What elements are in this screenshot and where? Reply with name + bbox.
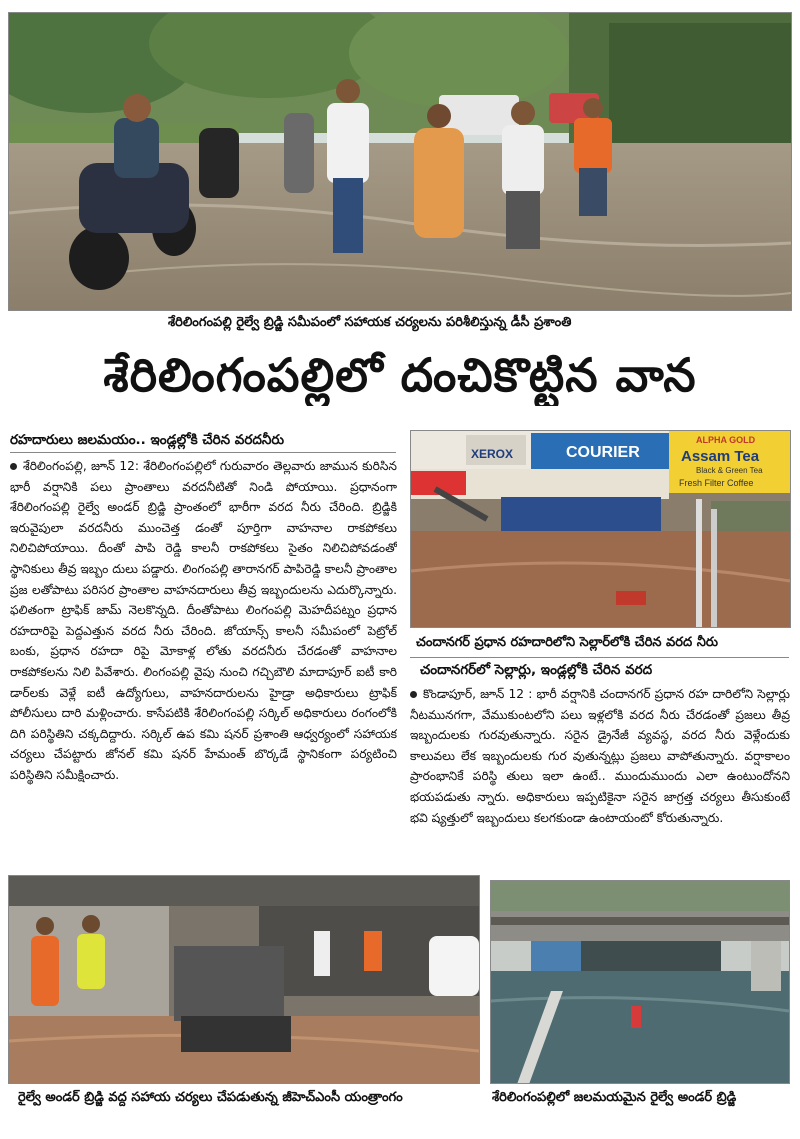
sign-green-tea: Black & Green Tea [696,466,763,475]
bottom-right-caption: శేరిలింగంపల్లిలో జలమయమైన రైల్వే అండర్ బ్రిడ్జి [492,1090,737,1105]
top-photo-flooded-road [8,12,792,311]
article1-rule [10,452,396,453]
bottom-left-photo-ghmc [8,875,480,1084]
sign-courier: COURIER [566,444,640,461]
bullet-dot [10,463,17,470]
bottom-left-caption: రైల్వే అండర్ బ్రిడ్జి వద్ద సహాయ చర్యలు చేపడుతున్న జీహెచ్ఎంసీ యంత్రాంగం [18,1090,403,1105]
article1-body [10,456,397,868]
sign-alpha-gold: ALPHA GOLD [696,435,756,445]
sign-assam-tea: Assam Tea [681,448,760,465]
top-photo-caption: శేరిలింగంపల్లి రైల్వే బ్రిడ్జి సమీపంలో సహాయక చర్యలను పరిశీలిస్తున్న డీసీ ప్రశాంతి [168,315,572,330]
caption-rule [410,657,789,658]
article1-body-text: శేరిలింగంపల్లి, జూన్ 12: శేరిలింగంపల్లిలో గురువారం తెల్లవారు జామున కురిసిన భారీ వర్షానికి పలు ప్రాంతాలు వరదనీటితో నిండి పోయాయి. ప్రధానంగా శేరిలింగంపల్లి రైల్వే అండర్ బ్రిడ్జి ప్రాంతంలో భారీగా వరద నీరు చేరింది. బ్రిడ్జికి ఇరువైపులా వరదనీరు ముంచెత్త డంతో పూర్తిగా వాహనాల రాకపోకలు నిలిచిపోయాయి. దీంతో పాపి రెడ్డి కాలనీ రాకపోకలు సైతం నిలిచిపోవడంతో స్థానికులు తీవ్ర ఇబ్బం దులు పడ్డారు. లింగంపల్లి తారానగర్ పాపిరెడ్డి కాలనీ ప్రాంతాల ప్రజ లతోపాటు పరిసర ప్రాంతాల వాహనదారులు తీవ్ర ఇబ్బందులను ఎదుర్కొన్నారు. ఫలితంగా ట్రాఫిక్ జామ్ నెలకొన్నది. దీంతోపాటు లింగంపల్లి మెహదీపట్నం ప్రధాన రహదారిపై పెద్దఎత్తున వరద నీరు చేరింది. జోయాన్స్ కాలనీ సమీపంలో పెట్రోల్ బంకు, ప్రధాన రహదా రిపై మోకాళ్ల లోతు వరదనీరు చేరడంతో వాహనాల రాకపోకలను నిలి పివేశారు. లింగంపల్లి వైపు నుంచి గచ్చిబౌలి మాదాపూర్ ఐటీ కారి డార్‌లకు వెళ్లే ఐటీ ఉద్యోగులు, వాహనదారులను హైడ్రా అధికారులు ట్రాఫిక్ పోలీసులు దారి మళ్లించారు. కాసేపటికి శేరిలింగంపల్లి సర్కిల్ అధికారులు రంగంలోకి దిగి పరిస్థితిని చక్కదిద్దారు. సర్కిల్ ఉప కమి షనర్ ప్రశాంతి ఆధ్వర్యంలో సహాయక చర్యలు చేపట్టారు జోనల్ కమి షనర్ హేమంత్ బొర్కడే స్థానికంగా పర్యటించి పరిస్థితిని సమీక్షించారు. [10,459,397,782]
article2-body-text: కొండాపూర్, జూన్ 12 : భారీ వర్షానికి చందానగర్ ప్రధాన రహ దారిలోని సెల్లార్లు నీటమునగగా, వేముకుంటలోని పలు ఇళ్లలోకి వరద నీరు చేరడంతో ప్రజలు తీవ్ర ఇబ్బందులకు గురవుతున్నారు. సరైన డ్రైనేజీ వ్యవస్థ, వరద నీరు వెళ్లేందుకు కాలువలు లేక ఇబ్బందులకు గుర వుతున్నట్లు ప్రజలు వాపోతున్నారు. వర్షాకాలం ప్రారంభానికే పరిస్థి తులు ఇలా ఉంటే.. ముందుముందు ఎలా ఉంటుందోనని భయపడుతు న్నారు. అధికారులు ఇప్పటికైనా సరైన జాగ్రత్త చర్యలు తీసుకుంటే భవి ష్యత్తులో ఇబ్బందులు కలగకుండా ఉంటాయంటో కోరుతున్నారు. [410,687,790,825]
sign-xerox: XEROX [471,447,514,461]
bottom-right-photo-underbridge [490,880,790,1084]
article1-subhead: రహదారులు జలమయం.. ఇండ్లల్లోకి చేరిన వరదనీరు [10,432,285,448]
cellar-photo-caption: చందానగర్ ప్రధాన రహదారిలోని సెల్లార్‌లోకి చేరిన వరద నీరు [416,635,719,650]
article2-body [410,684,790,866]
page-headline: శేరిలింగంపల్లిలో దంచికొట్టిన వాన [103,348,697,402]
article2-subhead: చందానగర్‌లో సెల్లార్లు, ఇండ్లల్లోకి చేరిన వరద [420,662,653,678]
bullet-dot [410,691,417,698]
sign-filter-coffee: Fresh Filter Coffee [679,478,754,488]
cellar-photo [410,430,791,628]
